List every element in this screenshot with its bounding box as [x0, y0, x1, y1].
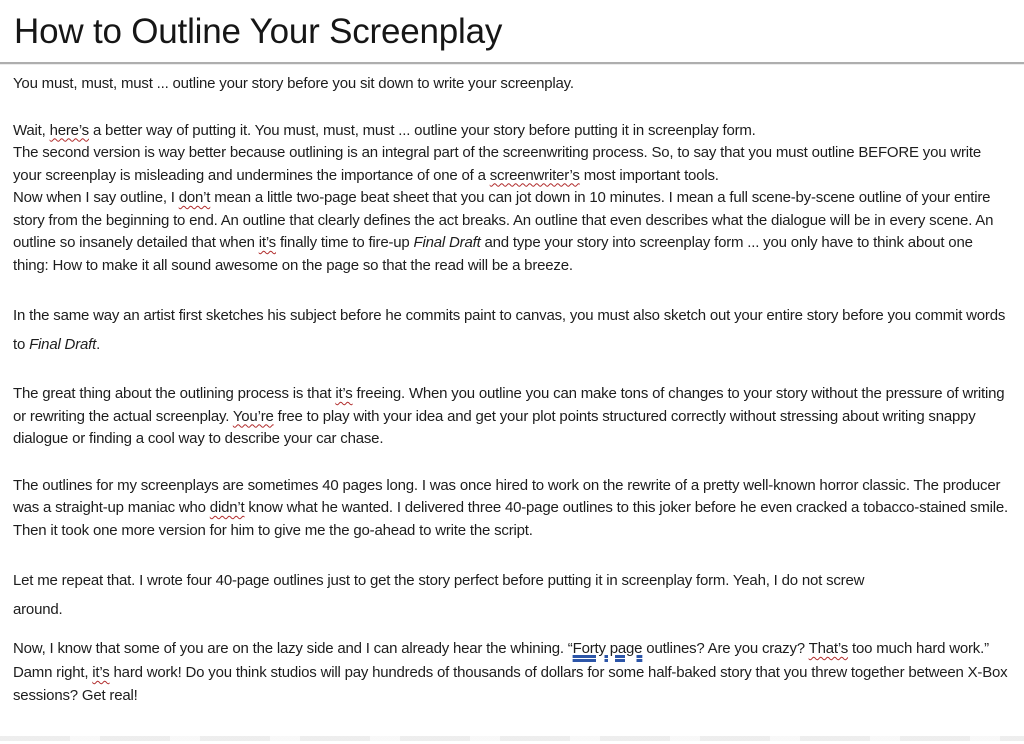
paragraph: [13, 120, 1012, 143]
page-title: How to Outline Your Screenplay: [14, 12, 503, 51]
text-segment: Let me repeat that. I wrote four 40-page outlines just to get the story perfect before putting it in screenplay form. Yeah, I do not screw: [13, 572, 865, 589]
text-segment: In the same way an artist first sketches his subject before he commits paint to canvas, you must also sketch out your entire story before you commit words to: [13, 307, 1006, 353]
paragraph: [13, 73, 1012, 96]
text-segment: free to play with your idea and get your plot points structured correctly without stressing about writing snappy dialogue or finding a cool way to describe your car chase.: [13, 407, 976, 447]
text-segment: too much hard work.”: [848, 640, 989, 657]
spell-error-text: here’s: [49, 121, 89, 139]
spell-error-text: That’s: [808, 640, 849, 657]
paragraph: [13, 301, 1012, 359]
spell-error-text: it’s: [335, 385, 353, 402]
paragraph: [13, 187, 1012, 277]
text-segment: Wait,: [13, 121, 50, 139]
italic-text: Final Draft: [29, 336, 97, 353]
text-segment: The great thing about the outlining process is that: [13, 385, 336, 402]
spell-error-text: it’s: [258, 234, 276, 251]
spell-error-text: don’t: [178, 189, 211, 206]
text-segment: The second version is way better because outlining is an integral part of the screenwriting process. So, to say that you must outline BEFORE you write your screenplay is misleading and undermines the importance of one of a: [13, 144, 981, 184]
text-segment: around.: [13, 601, 63, 618]
paragraph: [13, 142, 1012, 187]
text-segment: finally time to fire-up: [275, 234, 414, 251]
spell-error-text: didn’t: [209, 499, 245, 516]
text-segment: .: [96, 336, 101, 353]
paragraph: [13, 566, 1012, 624]
text-segment: know what he wanted. I delivered three 40-page outlines to this joker before he even cracked a tobacco-stained smile. Then it took one more version for him to give me the go-ahead to write the script.: [13, 499, 1008, 539]
text-segment: and type your story into screenplay form ... you only have to think about one thing: How to make it all sound awesome on the page so that the read will be a breeze.: [13, 234, 973, 274]
spell-error-text: it’s: [92, 664, 110, 681]
grammar-error-text: Forty page: [572, 640, 643, 657]
paragraph: [13, 636, 1012, 662]
paragraph: [13, 383, 1012, 451]
paragraph: [13, 662, 1012, 707]
document-body: [0, 64, 1024, 707]
text-segment: Now when I say outline, I: [13, 189, 179, 206]
text-segment: Now, I know that some of you are on the lazy side and I can already hear the whining. “: [13, 640, 573, 657]
text-segment: mean a little two-page beat sheet that you can jot down in 10 minutes. I mean a full scene-by-scene outline of your entire story from the beginning to end. An outline that clearly defines the act breaks. An outline that even describes what the dialogue will be in every scene. An outline so insanely detailed that when: [13, 189, 994, 251]
text-segment: outlines? Are you crazy?: [642, 640, 809, 657]
text-segment: most important tools.: [579, 166, 719, 184]
text-segment: The outlines for my screenplays are sometimes 40 pages long. I was once hired to work on the rewrite of a pretty well-known horror classic. The producer was a straight-up maniac who: [13, 476, 1001, 516]
text-segment: a better way of putting it. You must, must, must ... outline your story before putting it in screenplay form.: [88, 121, 756, 139]
italic-text: Final Draft: [413, 234, 481, 251]
bottom-crop-artifact: [0, 736, 1024, 741]
paragraph: [13, 475, 1012, 543]
text-segment: Damn right,: [13, 664, 93, 681]
document-header: [0, 0, 1024, 55]
spell-error-text: screenwriter’s: [489, 166, 580, 184]
spell-error-text: You’re: [232, 407, 274, 425]
text-segment: freeing. When you outline you can make tons of changes to your story without the pressure of writing or rewriting the actual screenplay.: [13, 385, 1005, 425]
text-segment: hard work! Do you think studios will pay hundreds of thousands of dollars for some half-baked story that you threw together between X-Box sessions? Get real!: [13, 664, 1008, 704]
text-segment: You must, must, must ... outline your story before you sit down to write your screenplay.: [13, 75, 574, 92]
